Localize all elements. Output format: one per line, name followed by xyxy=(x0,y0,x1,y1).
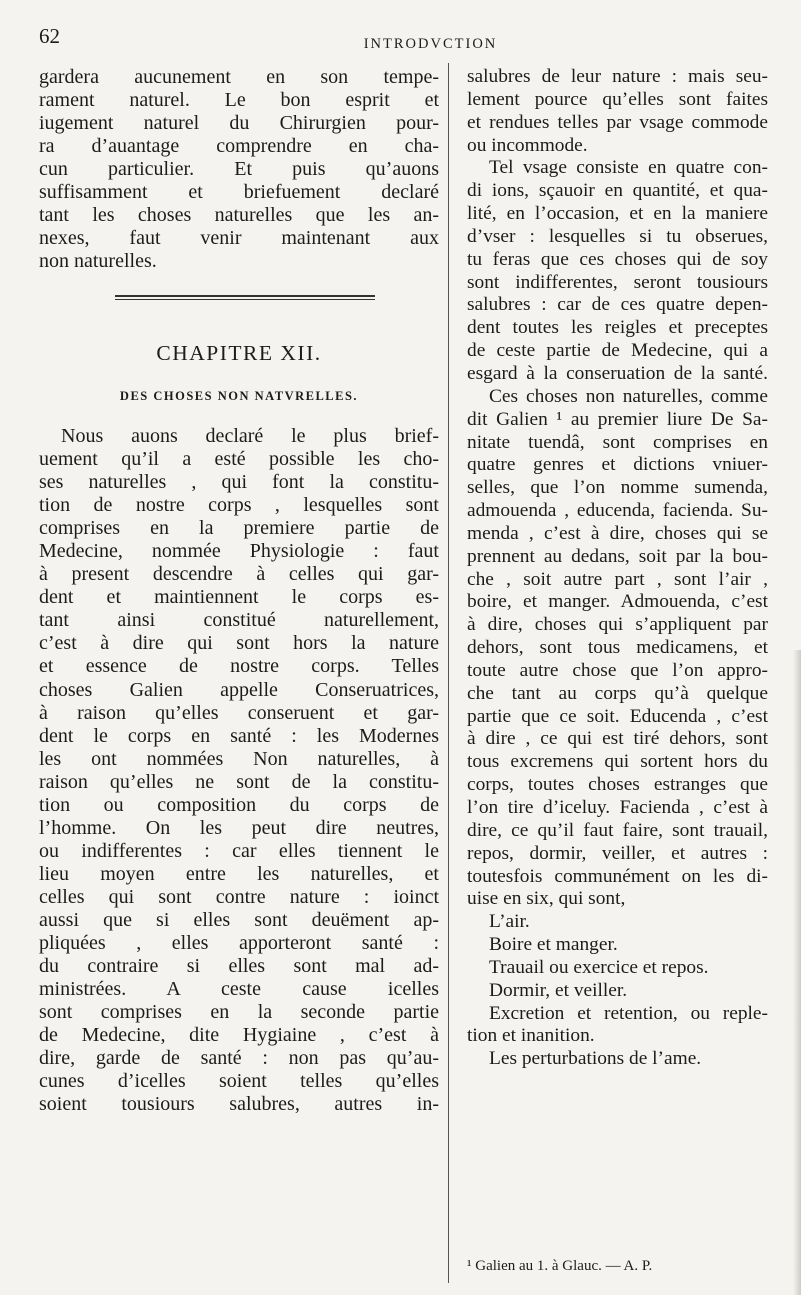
text-line: esgard à la conseruation de la santé. xyxy=(467,362,768,384)
text-line: soient tousiours salubres, autres in- xyxy=(39,1093,439,1116)
text-line: che tant au corps qu’à quelque xyxy=(467,682,768,704)
text-line: ses naturelles , qui font la constitu- xyxy=(39,471,439,494)
text-line: uise en six, qui sont, xyxy=(467,888,626,910)
divider-thick-rule xyxy=(115,295,375,297)
running-title: INTRODVCTION xyxy=(363,36,498,52)
text-line: cunes d’icelles soient telles qu’elles xyxy=(39,1070,439,1093)
text-line: choses Galien appelle Conseruatrices, xyxy=(39,678,439,701)
text-line: toutesfois communément on les di- xyxy=(467,865,768,887)
text-line: corps, toutes choses estranges que xyxy=(467,774,768,796)
text-line: salubres : car de ces quatre depen- xyxy=(467,294,768,316)
text-line: rament naturel. Le bon esprit et xyxy=(39,89,439,112)
text-line: pliquées , elles apporteront santé : xyxy=(39,932,439,955)
text-line: dire, garde de santé : non pas qu’au- xyxy=(39,1047,439,1070)
text-line: nexes, faut venir maintenant aux xyxy=(39,227,439,250)
text-line: comprises en la premiere partie de xyxy=(39,517,439,540)
chapter-divider xyxy=(115,295,375,300)
text-line: et essence de nostre corps. Telles xyxy=(39,655,439,678)
text-line: lité, en l’occasion, et en la maniere xyxy=(467,203,768,225)
text-line: che , soit autre part , sont l’air , xyxy=(467,568,768,590)
text-line: dent toutes les reigles et preceptes xyxy=(467,317,768,339)
text-line: raison qu’elles ne sont de la constitu- xyxy=(39,770,439,793)
chapter-subtitle: DES CHOSES NON NATVRELLES. xyxy=(119,389,359,403)
text-line: uement qu’il a esté possible les cho- xyxy=(39,448,439,471)
right-column-text xyxy=(467,66,768,1071)
text-line: à dire , ce qui est tiré dehors, sont xyxy=(467,728,768,750)
text-line: tion et inanition. xyxy=(467,1025,595,1047)
text-line: à present descendre à celles qui gar- xyxy=(39,563,439,586)
text-line: lieu moyen entre les naturelles, et xyxy=(39,862,439,885)
text-line: à dire, choses qui s’appliquent par xyxy=(467,614,768,636)
text-line: Medecine, nommée Physiologie : faut xyxy=(39,540,439,563)
text-line: sont indifferentes, seront tousiours xyxy=(467,271,768,293)
text-line: non naturelles. xyxy=(39,250,157,273)
text-line: sont comprises en la seconde partie xyxy=(39,1001,439,1024)
text-line: Excretion et retention, ou reple- xyxy=(489,1002,768,1024)
text-line: partie que ce soit. Educenda , c’est xyxy=(467,705,768,727)
text-line: d’vser : lesquelles si tu obserues, xyxy=(467,225,768,247)
text-line: Les perturbations de l’ame. xyxy=(489,1048,702,1070)
text-line: tant les choses naturelles que les an- xyxy=(39,204,439,227)
text-line: l’homme. On les peut dire neutres, xyxy=(39,816,439,839)
chapter-title: CHAPITRE XII. xyxy=(156,341,322,365)
text-line: ou indifferentes : car elles tiennent le xyxy=(39,839,439,862)
text-line: Dormir, et veiller. xyxy=(489,979,628,1001)
text-line: c’est à dire qui sont hors la nature xyxy=(39,632,439,655)
text-line: dent le corps en santé : les Modernes xyxy=(39,724,439,747)
text-line: dit Galien ¹ au premier liure De Sa- xyxy=(467,408,768,430)
text-line: aussi que si elles sont deuëment ap- xyxy=(39,908,439,931)
text-line: iugement naturel du Chirurgien pour- xyxy=(39,112,439,135)
text-line: boire, et manger. Admouenda, c’est xyxy=(467,591,768,613)
text-line: gardera aucunement en son tempe- xyxy=(39,66,439,88)
text-line: celles qui sont contre nature : ioinct xyxy=(39,885,439,908)
text-line: l’on tire d’iceluy. Facienda , c’est à xyxy=(467,797,768,818)
text-line: L’air. xyxy=(489,911,530,933)
footnote: ¹ Galien au 1. à Glauc. — A. P. xyxy=(467,1258,653,1274)
text-line: lement pource qu’elles sont faites xyxy=(467,88,768,110)
text-line: ministrées. A ceste cause icelles xyxy=(39,978,439,1001)
text-line: tu feras que ces choses qui de soy xyxy=(467,248,768,270)
text-line: tous excremens qui sortent hors du xyxy=(467,751,768,773)
text-line: selles, que l’on nomme sumenda, xyxy=(467,477,768,499)
left-column-paragraph-2 xyxy=(39,425,439,1116)
text-line: Nous auons declaré le plus brief- xyxy=(61,425,439,447)
divider-thin-rule xyxy=(115,299,375,300)
text-line: Tel vsage consiste en quatre con- xyxy=(489,157,768,179)
left-column-paragraph-1 xyxy=(39,66,439,273)
text-line: les ont nommées Non naturelles, à xyxy=(39,747,439,770)
text-line: prennent au dedans, soit par la bou- xyxy=(467,545,768,567)
text-line: Boire et manger. xyxy=(489,934,618,956)
text-line: suffisamment et briefuement declaré xyxy=(39,181,439,204)
text-line: nitate tuendâ, sont comprises en xyxy=(467,431,768,453)
column-divider xyxy=(448,63,449,1283)
text-line: repos, dormir, veiller, et autres : xyxy=(467,842,768,864)
text-line: ra d’auantage comprendre en cha- xyxy=(39,135,439,158)
text-line: dent et maintiennent le corps es- xyxy=(39,586,439,609)
text-line: tant ainsi constitué naturellement, xyxy=(39,609,439,632)
text-line: de Medecine, dite Hygiaine , c’est à xyxy=(39,1024,439,1047)
text-line: Trauail ou exercice et repos. xyxy=(489,956,709,978)
text-line: cun particulier. Et puis qu’auons xyxy=(39,158,439,181)
text-line: salubres de leur nature : mais seu- xyxy=(467,66,768,87)
text-line: de ceste partie de Medecine, qui a xyxy=(467,340,768,362)
text-line: et rendues telles par vsage commode xyxy=(467,111,768,133)
text-line: du contraire si elles sont mal ad- xyxy=(39,955,439,978)
text-line: dehors, sont tous medicamens, et xyxy=(467,637,768,659)
text-line: Ces choses non naturelles, comme xyxy=(489,385,768,407)
text-line: quatre genres et dictions vniuer- xyxy=(467,454,768,476)
text-line: tion de nostre corps , lesquelles sont xyxy=(39,494,439,517)
text-line: di ions, sçauoir en quantité, et qua- xyxy=(467,180,768,202)
text-line: dire, ce qu’il faut faire, sont trauail, xyxy=(467,819,768,841)
text-line: à raison qu’elles conseruent et gar- xyxy=(39,701,439,724)
text-line: tion ou composition du corps de xyxy=(39,793,439,816)
text-line: admouenda , educenda, facienda. Su- xyxy=(467,500,768,522)
text-line: toute autre chose que l’on appro- xyxy=(467,659,768,681)
text-line: menda , c’est à dire, choses qui se xyxy=(467,522,768,544)
page-number: 62 xyxy=(39,24,60,48)
text-line: ou incommode. xyxy=(467,134,588,156)
page-edge-shadow xyxy=(793,650,801,1295)
